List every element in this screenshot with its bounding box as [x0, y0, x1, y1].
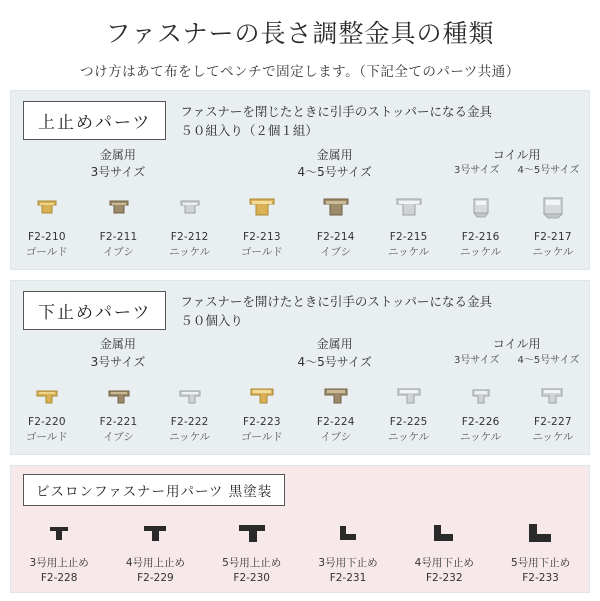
group-label-row: [11, 145, 589, 182]
item-f2-212[interactable]: [154, 184, 225, 259]
item-f2-213[interactable]: [225, 184, 299, 259]
item-f2-229[interactable]: [107, 512, 203, 584]
item-label: 4号用下止め: [414, 557, 474, 570]
group-size: 4〜5号サイズ: [297, 165, 372, 180]
item-finish: ニッケル: [532, 431, 574, 444]
section-header: [11, 91, 589, 145]
item-code: F2-232: [425, 572, 463, 585]
item-label: 4号用上止め: [125, 557, 186, 570]
vislon-items-row: [11, 508, 589, 592]
item-code: F2-215: [389, 230, 428, 243]
part-icon-bottom-metal-lg-brass: [299, 373, 373, 413]
item-label: 3号用下止め: [318, 557, 378, 570]
page-subtitle: つけ方はあて布をしてペンチで固定します。（下記全てのパーツ共通）: [80, 64, 520, 80]
item-f2-210[interactable]: [11, 184, 83, 259]
group-name: コイル用: [492, 337, 541, 352]
part-icon-bottom-coil-lg-nickel: [517, 373, 589, 413]
group-metal-3: [11, 336, 225, 371]
item-code: F2-222: [170, 416, 209, 429]
item-f2-230[interactable]: [204, 512, 300, 584]
vislon-badge: ビスロンファスナー用パーツ 黒塗装: [23, 474, 285, 506]
part-icon-top-metal-nickel: [154, 184, 225, 228]
item-f2-217[interactable]: [517, 184, 589, 259]
item-code: F2-214: [316, 230, 355, 243]
group-metal-45: [225, 336, 445, 371]
group-size: 4〜5号サイズ: [297, 354, 372, 369]
section-header: [11, 281, 589, 335]
part-icon-vislon-bottom-5: [492, 512, 588, 552]
item-label: 5号用上止め: [222, 557, 282, 570]
part-icon-bottom-metal-lg-gold: [225, 373, 299, 413]
item-f2-233[interactable]: [492, 512, 588, 584]
section-top-stopper: [10, 90, 590, 270]
item-finish: ニッケル: [388, 245, 430, 258]
item-finish: ゴールド: [240, 431, 283, 444]
item-f2-214[interactable]: [299, 184, 373, 259]
part-icon-bottom-metal-lg-nickel: [373, 373, 445, 413]
item-label: 3号用上止め: [29, 557, 89, 570]
item-code: F2-211: [99, 230, 138, 243]
section-desc-line1: ファスナーを開けたときに引手のストッパーになる金具: [180, 293, 492, 309]
group-metal-3: [11, 147, 225, 182]
item-f2-223[interactable]: [225, 373, 299, 444]
item-code: F2-225: [389, 416, 428, 429]
item-f2-224[interactable]: [299, 373, 373, 444]
part-icon-top-coil-nickel: [444, 184, 516, 228]
item-code: F2-233: [522, 572, 559, 585]
part-icon-vislon-top-5: [204, 512, 300, 552]
part-icon-bottom-metal-gold: [11, 373, 83, 413]
part-icon-vislon-top-3: [11, 512, 107, 552]
item-finish: イブシ: [103, 245, 134, 258]
item-finish: ゴールド: [25, 431, 68, 444]
item-code: F2-213: [242, 230, 281, 243]
item-finish: ニッケル: [388, 431, 430, 444]
group-sub-sizes: [444, 164, 589, 179]
item-finish: イブシ: [320, 245, 352, 258]
item-code: F2-217: [533, 230, 572, 243]
section-bottom-stopper: [10, 280, 590, 456]
item-f2-231[interactable]: [300, 512, 396, 584]
item-f2-227[interactable]: [517, 373, 589, 444]
vislon-header: [11, 466, 589, 508]
group-label-row: [11, 334, 589, 371]
group-name: コイル用: [492, 147, 541, 162]
part-icon-top-coil-lg-nickel: [517, 184, 589, 228]
group-size: 3号サイズ: [90, 165, 146, 180]
part-icon-top-metal-brass: [83, 184, 155, 228]
item-finish: ニッケル: [460, 431, 502, 444]
item-code: F2-212: [170, 230, 209, 243]
item-code: F2-226: [461, 416, 500, 429]
part-icon-top-metal-gold: [11, 184, 83, 228]
group-name: 金属用: [316, 337, 353, 352]
item-f2-228[interactable]: [11, 512, 107, 584]
item-code: F2-228: [40, 572, 78, 585]
item-code: F2-230: [233, 572, 270, 585]
item-code: F2-224: [316, 416, 355, 429]
group-sub-sizes: [444, 354, 589, 369]
section-desc-line1: ファスナーを閉じたときに引手のストッパーになる金具: [180, 104, 492, 119]
group-coil: [444, 336, 589, 371]
section-description: [180, 291, 492, 331]
item-code: F2-220: [27, 416, 66, 429]
group-coil: [444, 147, 589, 182]
item-code: F2-231: [329, 572, 367, 585]
part-icon-vislon-bottom-3: [300, 512, 396, 552]
item-code: F2-227: [533, 416, 572, 429]
part-icon-top-metal-lg-gold: [225, 184, 299, 228]
part-icon-bottom-coil-nickel: [444, 373, 516, 413]
part-icon-vislon-bottom-4: [396, 512, 492, 552]
item-code: F2-216: [461, 230, 500, 243]
item-f2-221[interactable]: [83, 373, 155, 444]
group-name: 金属用: [99, 337, 136, 352]
group-sub-size: 3号サイズ: [453, 354, 500, 366]
item-label: 5号用下止め: [510, 557, 571, 570]
item-f2-232[interactable]: [396, 512, 492, 584]
group-sub-size: 4〜5号サイズ: [517, 165, 580, 177]
item-finish: ニッケル: [169, 245, 211, 258]
item-finish: ゴールド: [240, 245, 283, 258]
part-icon-bottom-metal-nickel: [154, 373, 225, 413]
item-f2-220[interactable]: [11, 373, 83, 444]
page-title: ファスナーの長さ調整金具の種類: [105, 19, 495, 48]
part-icon-bottom-metal-brass: [83, 373, 155, 413]
part-icon-top-metal-lg-brass: [299, 184, 373, 228]
item-f2-226[interactable]: [444, 373, 516, 444]
item-code: F2-229: [137, 572, 174, 585]
group-sub-size: 4〜5号サイズ: [517, 354, 580, 366]
items-row: [11, 371, 589, 454]
item-finish: ニッケル: [169, 431, 211, 444]
item-code: F2-221: [99, 416, 138, 429]
item-finish: ニッケル: [460, 245, 502, 258]
section-badge: 下止めパーツ: [23, 291, 166, 330]
item-f2-211[interactable]: [83, 184, 155, 259]
group-metal-45: [225, 147, 445, 182]
item-finish: イブシ: [103, 431, 134, 444]
item-f2-215[interactable]: [373, 184, 445, 259]
part-icon-top-metal-lg-nickel: [373, 184, 445, 228]
item-code: F2-223: [242, 416, 281, 429]
group-name: 金属用: [99, 147, 136, 162]
items-row: [11, 182, 589, 269]
item-finish: ゴールド: [25, 245, 68, 258]
item-code: F2-210: [27, 230, 66, 243]
section-description: [180, 101, 492, 141]
section-badge: 上止めパーツ: [23, 101, 166, 140]
section-desc-line2: ５０個入り: [180, 312, 243, 328]
section-vislon: [10, 465, 590, 593]
item-f2-222[interactable]: [154, 373, 225, 444]
item-f2-216[interactable]: [444, 184, 516, 259]
group-name: 金属用: [316, 147, 353, 162]
item-finish: イブシ: [320, 431, 352, 444]
section-desc-line2: ５０組入り（２個１組）: [180, 123, 318, 139]
part-icon-vislon-top-4: [107, 512, 203, 552]
item-finish: ニッケル: [532, 245, 574, 258]
group-size: 3号サイズ: [90, 354, 146, 369]
group-sub-size: 3号サイズ: [453, 165, 500, 177]
item-f2-225[interactable]: [373, 373, 445, 444]
